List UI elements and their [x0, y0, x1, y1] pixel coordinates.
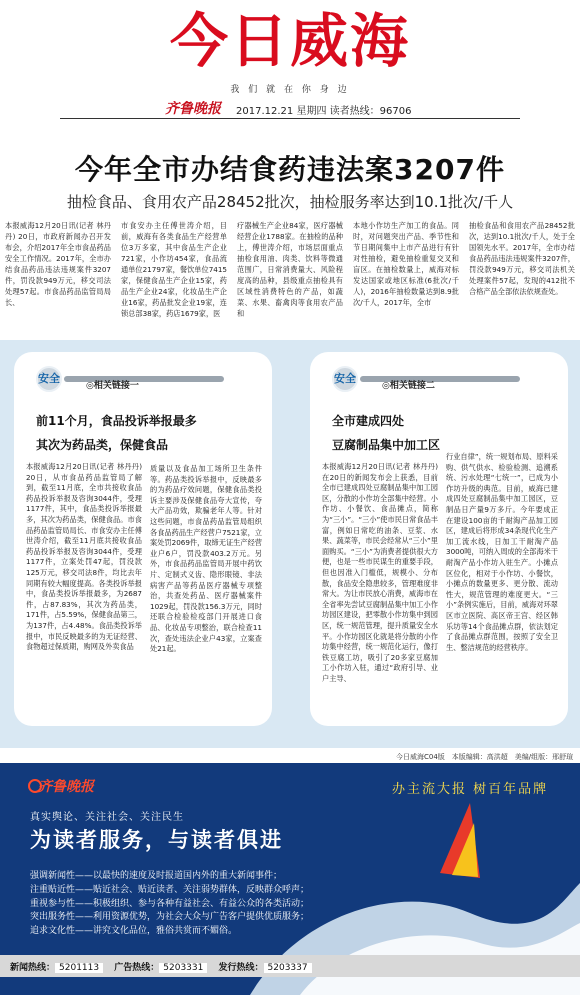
paper-logo: 齐鲁晚报 [165, 101, 221, 117]
card-title-line-2: 豆腐制品集中加工区 [332, 438, 441, 452]
card-title-line-2: 其次为药品类，保健食品 [36, 438, 169, 452]
safety-badge-icon: 安全 [36, 366, 62, 392]
ad-hotline-label: 广告热线： [114, 963, 160, 973]
lead-column-2: 市食安办主任傅世涛介绍，目前，威海有各类食品生产经营单位3万多家，其中食品生产企业721家，小作坊454家，食品流通单位21797家，餐饮单位7415家，保健食品生产企业15家，药品生产企业24家，化妆品生产企业16家，药品批发企业19家，连锁总部38家，药店1679家，医 [121, 221, 227, 318]
lead-column-3: 疗器械生产企业84家，医疗器械经营企业1788家。在抽检的品种上，傅世涛介绍，市场层面重点抽检食用油、肉类、饮料等微通范围广，日常消费量大、风险程度高的品种，县级重点抽检具有区域性消费特色的产品，如蔬菜、水果、畜禽肉等食用农产品和 [237, 221, 343, 318]
related-label: ◎相关链接二 [382, 381, 435, 391]
related-label: ◎相关链接一 [86, 381, 139, 391]
sub-headline: 抽检食品、食用农产品28452批次，抽检服务率达到10.1批次/千人 [66, 193, 514, 211]
ad-motto: 办主流大报 树百年品牌 [392, 782, 549, 797]
main-headline: 今年全市办结食药违法案3207件 [75, 153, 505, 186]
issue-date: 2017.12.21 [236, 106, 294, 117]
card-title-line-1: 前11个月，食品投诉举报最多 [36, 414, 197, 428]
safety-badge-icon: 安全 [332, 366, 358, 392]
masthead-slogan: 我 们 就 在 你 身 边 [230, 85, 350, 95]
masthead-title: 今日威海 [169, 7, 410, 75]
ad-subtitle: 真实舆论、关注社会、关注民生 [30, 812, 184, 823]
reader-hotline: 读者热线：96706 [329, 106, 412, 117]
bullet-icon: ◎ [86, 381, 94, 391]
card-text-right: 行业自律”，统一规划布局、原料采购、供气供水、检验检测、追溯系统、污水处理“七统一”，已成为小作坊升级的典范。目前，威海已建成四处豆腐制品集中加工园区，豆制品日产量9万多斤。今年要成正在建设100亩的千耐淘产品加工园区，建成后将形成34条现代化生产加工流水线，日加工干耐淘产品3000吨，可纳入周成的全部海米干耐淘产品小作坊入驻生产。小摊点区位化，相对于小作坊、小餐饮，小摊点的数量更多、更分散、流动性大，规范管理的难度更大。“三小”条例实施后，目前，威海对环翠区市立医院、高区帝王宫、经区韩乐坊等14个食品摊点群，依法划定了食品摊点群范围，按照了安全卫生、整洁规范的经营秩序。 [446, 452, 558, 652]
bullet-icon: ◎ [382, 381, 390, 391]
ad-main-slogan: 为读者服务，与读者俱进 [30, 828, 283, 852]
issue-weekday: 星期四 [296, 106, 327, 117]
card-title-line-1: 全市建成四处 [332, 414, 405, 428]
ad-paper-logo: 齐鲁晚报 [38, 779, 94, 795]
lead-column-5: 抽检食品和食用农产品28452批次，达到10.1批次/千人，处于全国领先水平。2017年，全市办结食品药品违法违规案件3207件，罚没款949万元，移交司法机关处理案件57起，发现的412批不合格产品全部依法依规查处。 [469, 221, 575, 296]
masthead-divider [60, 118, 520, 119]
related-link-card-1 [14, 352, 272, 726]
ad-feature-line: 追求文化性——讲究文化品位，雅俗共赏而不媚俗。 [30, 926, 238, 937]
news-hotline-label: 新闻热线： [10, 963, 56, 973]
distribution-hotline-number: 5203337 [264, 963, 312, 973]
hotline-list [10, 960, 320, 973]
issue-info [236, 102, 411, 117]
page-credit: 今日威海C04版 本版编辑：高洪超 美编/组版：邢舒瑄 [396, 753, 574, 761]
ad-feature-list [30, 870, 309, 939]
card-text-left: 本报威海12月20日讯(记者 林丹丹) 20日，从市食品药品监管局了解到，截至11月底，全市共接收食品药品投诉举报及咨询3044件，受理1177件，其中，食品类投诉举报最多，其次为药品类，保健食品。市食品药品监管局局长、市食安办主任傅世涛介绍，截至11月底共接收食品药品投诉举报及咨询3044件，受理1177件，立案处罚47起，罚没款125万元，移交司法8件，均比去年同期有较大幅度提高。各类投诉举报中，食品类投诉举报最多，为2687件，占87.83%，其次为药品类，171件，占5.59%，保健食品第三，为137件，占4.48%。食品类投诉举报中，市民反映最多的为无证经营、食物超过保质期，购网及外卖食品 [26, 462, 142, 652]
lead-column-1: 本报威海12月20日讯(记者 林丹丹) 20日，市政府新闻办召开发布会，介绍2017年全市食品药品安全工作情况。2017年，全市办结食品药品违法违规案件3207件，罚没款949万元，移交司法处理57起。市食品药品监管局局长、 [5, 221, 111, 307]
card-text-right: 质量以及食品加工场所卫生条件等。药品类投诉举报中，反映最多的为药品疗效问题，保健食品类投诉主要涉及保健食品夸大宣传，夸大产品功效，欺骗老年人等。针对这些问题，市食品药品监管局组织各食品药品生产经营户7521家，立案处罚2069件，取缔无证生产经营业户6户，罚没款403.2万元。另外，市食品药品监管局开展中药饮片、定制式义齿、隐形眼镜、非法病害产品等药品医疗器械专项整治，共查处药品、医疗器械案件1029起，罚没款156.3万元，同时还联合检验检疫部门开展进口食品、化妆品专项整治，联合检查11次，查处违法企业户43家，立案查处21起。 [150, 464, 262, 654]
ad-feature-line: 注重贴近性——贴近社会、贴近读者、关注弱势群体，反映群众呼声； [30, 884, 310, 895]
news-hotline-number: 5201113 [55, 963, 103, 973]
ad-hotline-number: 5203331 [159, 963, 207, 973]
lead-column-4: 本地小作坊生产加工的食品。同时，对问题突出产品、季节性和节日期间集中上市产品进行有针对性抽检，避免抽检重复交叉和盲区。在抽检数量上，威海对标发达国家或地区标准(6批次/千人)，2016年抽检数量达到8.9批次/千人，2017年，全市 [353, 221, 459, 307]
lead-article [5, 220, 575, 342]
ad-feature-line: 突出服务性——利用资源优势，为社会大众与广告客户提供优质服务； [30, 912, 310, 923]
card-text-left: 本报威海12月20日讯(记者 林丹丹) 在20日的新闻发布会上获悉，目前全市已建成四处豆腐制品集中加工园区，分散的小作坊全部集中经营。小作坊、小餐饮、食品摊点，简称为“三小”。“三小”使市民日常食品丰富，例如日常吃的油条、豆浆、水果、蔬菜等，市民会经常从“三小”里面购买。“三小”为消费者提供很大方便，也是一些市民谋生的重要手段，但也因准入门槛低，规模小、分布散，食品安全隐患较多，管理难度非常大。为让市民放心消费，威海市在全省率先尝试豆腐制品集中加工小作坊园区建设，把零散小作坊集中到园区，统一规范管理，提升质量安全水平。小作坊园区化就是将分散的小作坊集中经营，统一规范化运行，像打铁豆腐工坊，吸引了20多家豆腐加工小作坊入驻，通过“政府引导、业户主导、 [322, 462, 438, 683]
ad-feature-line: 重视参与性——积极组织、参与各种有益社会、有益公众的各类活动； [30, 898, 310, 909]
related-link-card-2 [310, 352, 568, 726]
ad-feature-line: 强调新闻性——以最快的速度及时报道国内外的重大新闻事件； [30, 871, 283, 881]
distribution-hotline-label: 发行热线： [218, 963, 264, 973]
